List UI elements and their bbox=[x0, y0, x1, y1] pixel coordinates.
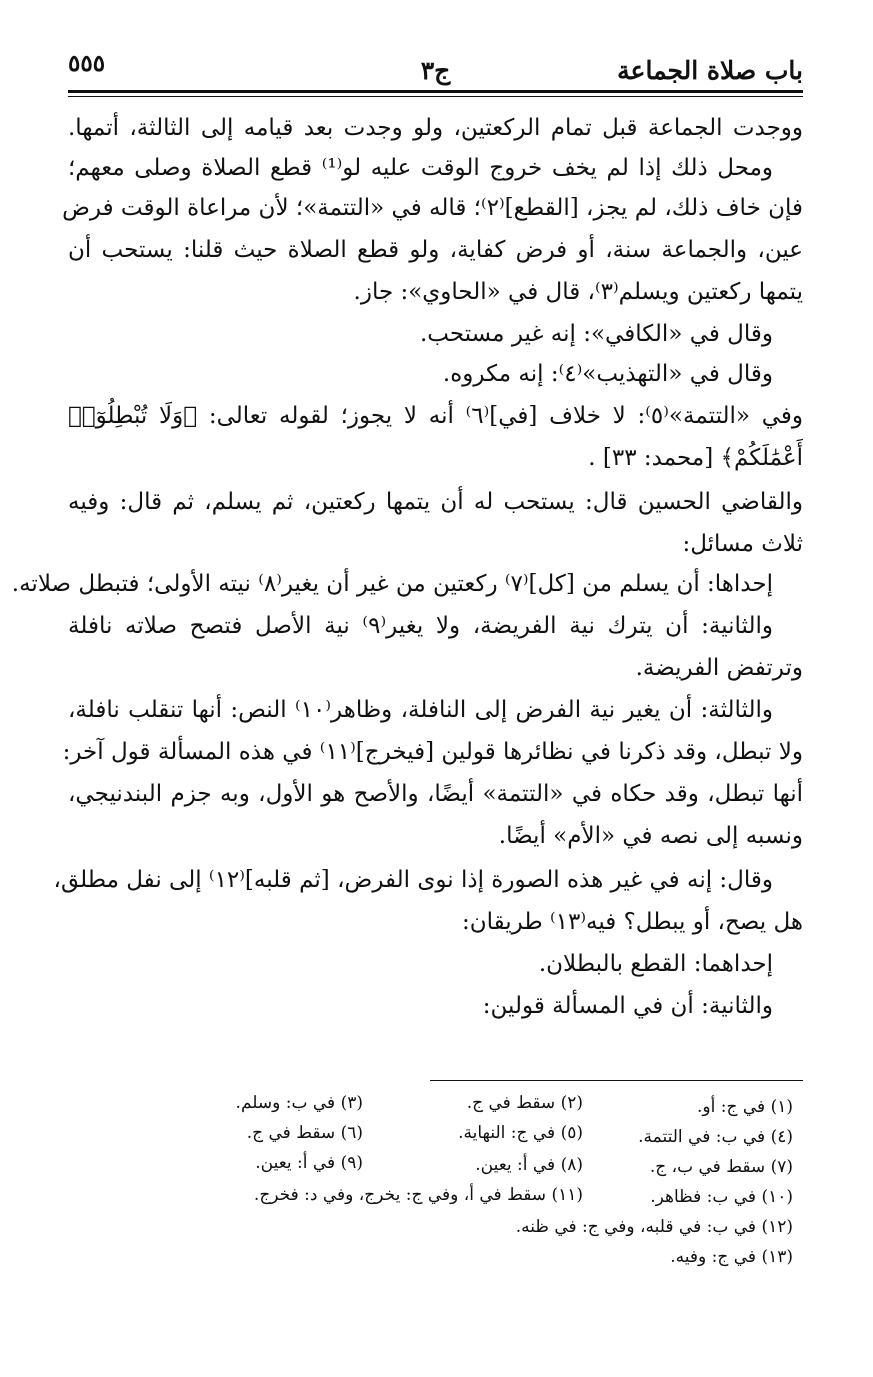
running-header bbox=[68, 42, 803, 92]
page-number: ٥٥٥ bbox=[68, 50, 106, 77]
footnote: (١٠) في ب: فظاهر. bbox=[650, 1187, 793, 1207]
text-line: هل يصح، أو يبطل؟ فيه⁽١٣⁾ طريقان: bbox=[461, 909, 803, 935]
footnote: (١٣) في ج: وفيه. bbox=[670, 1247, 793, 1267]
footnote: (٩) في أ: يعين. bbox=[255, 1153, 363, 1173]
text-line: ووجدت الجماعة قبل تمام الركعتين، ولو وجدت بعد قيامه إلى الثالثة، أتمها. bbox=[68, 115, 803, 141]
text-line: ونسبه إلى نصه في «الأم» أيضًا. bbox=[498, 823, 803, 849]
text-line: وقال: إنه في غير هذه الصورة إذا نوى الفرض، [ثم قلبه]⁽١٢⁾ إلى نفل مطلق، bbox=[53, 867, 773, 893]
footnote-separator bbox=[430, 1080, 803, 1081]
chapter-title: باب صلاة الجماعة bbox=[617, 56, 803, 85]
text-line: عين، والجماعة سنة، أو فرض كفاية، ولو قطع الصلاة حيث قلنا: يستحب أن bbox=[68, 237, 803, 263]
text-line: وقال في «الكافي»: إنه غير مستحب. bbox=[419, 321, 773, 347]
footnote: (١١) سقط في أ، وفي ج: يخرج، وفي د: فخرج. bbox=[253, 1185, 583, 1205]
text-line: ومحل ذلك إذا لم يخف خروج الوقت عليه لو⁽¹⁾ قطع الصلاة وصلى معهم؛ bbox=[68, 155, 773, 181]
text-line: أَعْمَٰلَكُمْ﴾ [محمد: ٣٣] . bbox=[588, 445, 803, 471]
text-line: وترتفض الفريضة. bbox=[635, 655, 803, 681]
header-rule-thin bbox=[68, 96, 803, 97]
header-rule-thick bbox=[68, 90, 803, 93]
footnote: (٥) في ج: النهاية. bbox=[458, 1123, 583, 1143]
footnote: (١٢) في ب: في قلبه، وفي ج: في ظنه. bbox=[515, 1217, 793, 1237]
text-line: والثانية: أن يترك نية الفريضة، ولا يغير⁽٩⁾ نية الأصل فتصح صلاته نافلة bbox=[68, 613, 773, 639]
footnote: (٨) في أ: يعين. bbox=[475, 1155, 583, 1175]
text-line: أنها تبطل، وقد حكاه في «التتمة» أيضًا، والأصح هو الأول، وبه جزم البندنيجي، bbox=[68, 781, 803, 807]
footnote: (٦) سقط في ج. bbox=[246, 1123, 363, 1143]
text-line: وقال في «التهذيب»⁽٤⁾: إنه مكروه. bbox=[442, 361, 773, 387]
text-line: فإن خاف ذلك، لم يجز، [القطع]⁽٢⁾؛ قاله في «التتمة»؛ لأن مراعاة الوقت فرض bbox=[62, 195, 803, 221]
text-line: والثالثة: أن يغير نية الفرض إلى النافلة، وظاهر⁽١٠⁾ النص: أنها تنقلب نافلة، bbox=[68, 697, 774, 723]
text-line: إحداهما: القطع بالبطلان. bbox=[538, 951, 773, 977]
volume-label: ج٣ bbox=[420, 56, 451, 85]
footnote: (٤) في ب: في التتمة. bbox=[638, 1127, 793, 1147]
text-line: إحداها: أن يسلم من [كل]⁽٧⁾ ركعتين من غير أن يغير⁽٨⁾ نيته الأولى؛ فتبطل صلاته. bbox=[11, 571, 773, 597]
text-line: ثلاث مسائل: bbox=[682, 531, 803, 557]
text-line: والقاضي الحسين قال: يستحب له أن يتمها ركعتين، ثم يسلم، ثم قال: وفيه bbox=[68, 489, 803, 515]
footnote: (٢) سقط في ج. bbox=[466, 1093, 583, 1113]
text-line: والثانية: أن في المسألة قولين: bbox=[482, 993, 773, 1019]
footnote: (٧) سقط في ب، ج. bbox=[649, 1157, 793, 1177]
footnote: (١) في ج: أو. bbox=[697, 1097, 793, 1117]
text-line: يتمها ركعتين ويسلم⁽٣⁾، قال في «الحاوي»: جاز. bbox=[353, 279, 803, 305]
text-line: وفي «التتمة»⁽٥⁾: لا خلاف [في]⁽٦⁾ أنه لا يجوز؛ لقوله تعالى: ﴿وَلَا تُبْطِلُوٓا۟ bbox=[68, 403, 803, 429]
text-line: ولا تبطل، وقد ذكرنا في نظائرها قولين [فيخرج]⁽١١⁾ في هذه المسألة قول آخر: bbox=[62, 739, 803, 765]
footnote: (٣) في ب: وسلم. bbox=[235, 1093, 363, 1113]
